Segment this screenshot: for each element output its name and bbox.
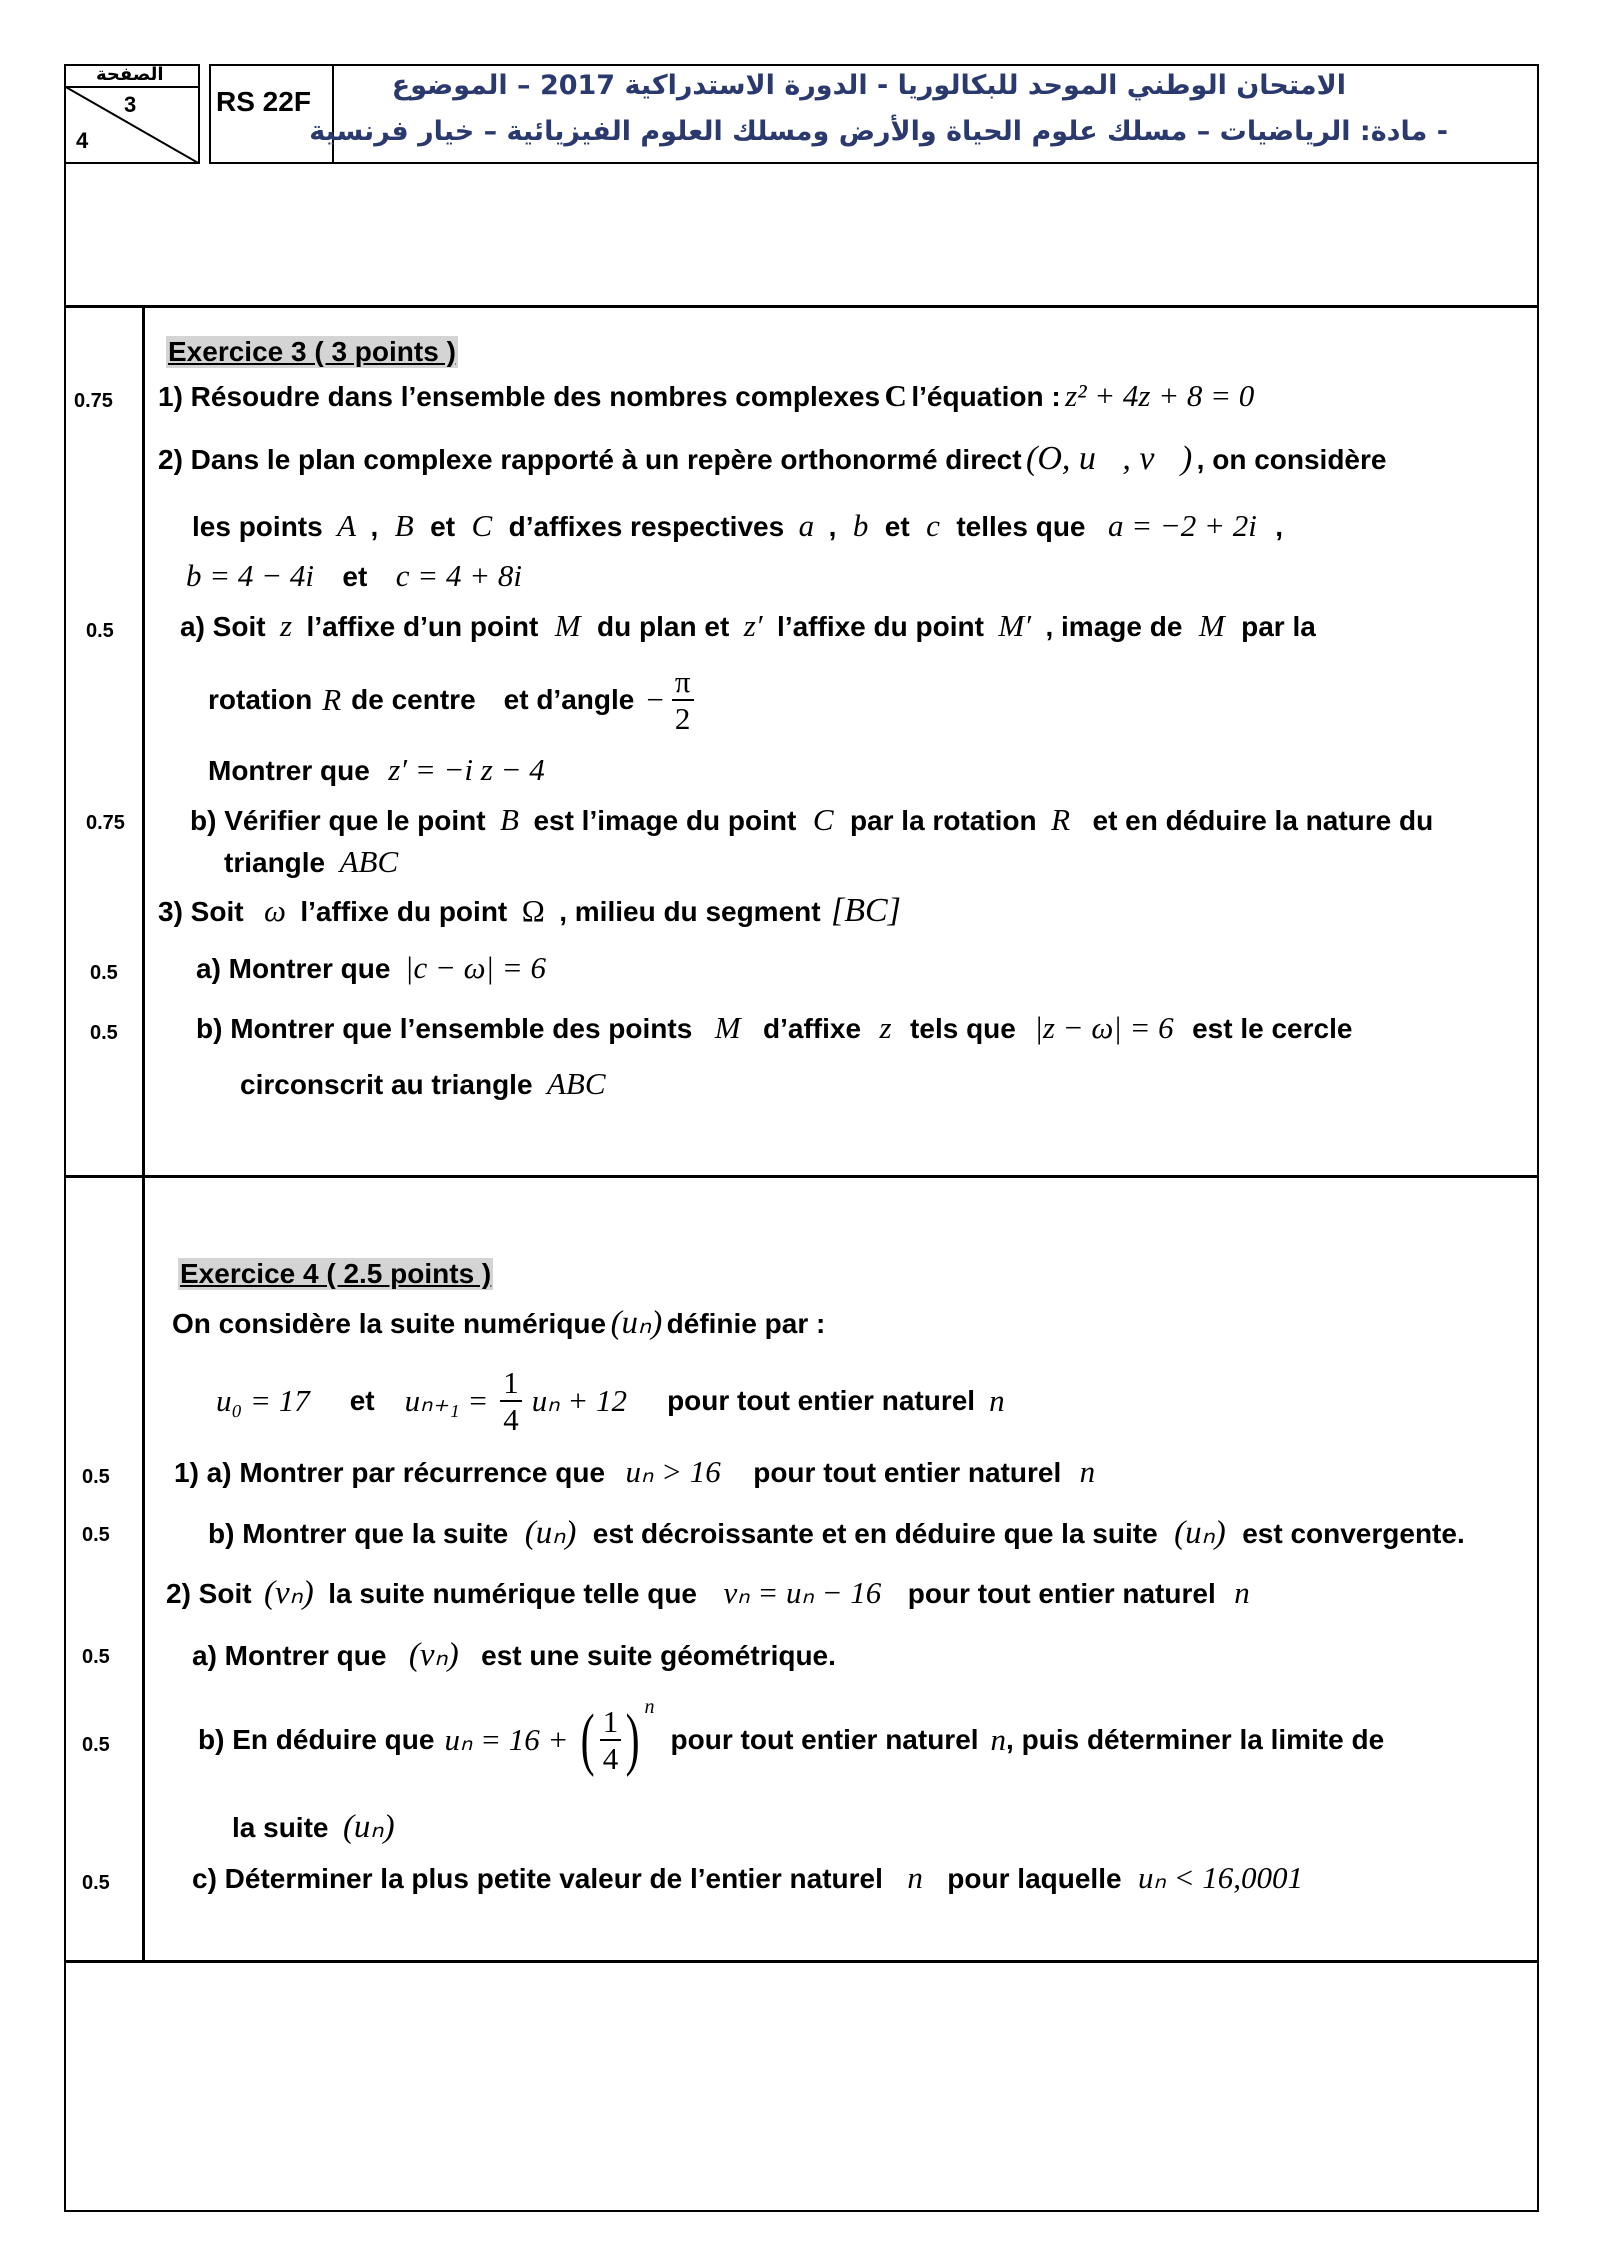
ex4-q2b-text4: la suite [232,1812,329,1843]
q2-point-C: C [471,508,493,543]
ex4-q1b-text2: est décroissante et en déduire que la suite [592,1518,1158,1549]
qa-Mprime: M′ [998,608,1031,643]
q3a-formula: |c − ω| = 6 [404,950,546,985]
ex4-rec-num: 1 [500,1367,522,1402]
qa-z: z [280,608,293,643]
q1-set: C [884,378,907,413]
ex4-q2b-text2: pour tout entier naturel [670,1724,979,1755]
q3b-text2: d’affixe [763,1013,862,1044]
qb-C: C [812,802,834,837]
q2-text: 2) Dans le plan complexe rapporté à un repère orthonormé direct [158,444,1022,475]
ex3-q2-line2 [192,508,1283,544]
ex4-n: n [1079,1454,1096,1489]
exercise4-title: Exercice 4 ( 2.5 points ) [180,1258,492,1289]
qb-text4: et en déduire la nature du [1092,805,1434,836]
ex3-points-q1: 0.75 [74,390,113,412]
ex4-vn: (vₙ) [264,1575,314,1611]
q2-b-value: b = 4 − 4i [186,558,314,593]
ex4-q2a [192,1634,836,1674]
ex4-un: (uₙ) [1174,1515,1226,1551]
q3b-text3: tels que [910,1013,1016,1044]
ex4-q2b-line1 [198,1690,1384,1790]
ex4-intro [172,1302,825,1342]
ex3-q3a [196,950,546,986]
qa-zprime: z′ [743,608,763,643]
q1-text: 1) Résoudre dans l’ensemble des nombres complexes [158,381,881,412]
ex4-q1b-text3: est convergente. [1242,1518,1465,1549]
qa-M: M [554,608,581,643]
points-column-line-1 [142,305,145,1175]
q2-points-label: les points [192,511,323,542]
q3a-text: a) Montrer que [196,953,391,984]
qa-text2: l’affixe d’un point [306,611,539,642]
ex4-points-q2a: 0.5 [82,1646,110,1668]
separator-2 [64,1175,1539,1178]
q3-text2: l’affixe du point [300,896,508,927]
comma: , [828,511,837,542]
points-column-line-2 [142,1175,145,1961]
ex4-rec-fraction [500,1367,522,1435]
ex4-q2b-formula-left: uₙ = 16 + [444,1722,569,1757]
q1-eq-label: l’équation : [911,381,1061,412]
header-title-line1: الامتحان الوطني الموحد للبكالوريا - الدورة الاستدراكية 2017 – الموضوع [391,70,1346,101]
q2-a: a [798,508,815,543]
ex4-pour-tout: pour tout entier naturel [907,1578,1216,1609]
ex4-q1a-formula: uₙ > 16 [625,1454,721,1489]
ex3-q3 [158,892,901,930]
q3-BC: [BC] [831,892,901,929]
ex4-q2b-den: 4 [602,1741,619,1776]
q2-et: et [884,511,910,542]
comma: , [1275,511,1284,542]
ex3-q1 [158,378,1254,414]
ex4-n: n [907,1860,923,1895]
ex4-q1b [208,1512,1465,1552]
ex4-q1a [174,1454,1095,1490]
ex4-points-q1b: 0.5 [82,1524,110,1546]
ex4-pour-tout: pour tout entier naturel [753,1457,1062,1488]
ex4-u0: u₀ = 17 [216,1383,310,1418]
qa-text3: du plan et [597,611,730,642]
ex4-et: et [349,1385,375,1416]
ex4-q2c-text1: c) Déterminer la plus petite valeur de l’entier naturel [192,1863,883,1894]
code-divider [332,64,334,164]
ex3-qa-line1 [180,608,1316,644]
qb-text1: b) Vérifier que le point [190,805,486,836]
ex4-un: (uₙ) [610,1305,663,1341]
qa-text4: l’affixe du point [777,611,984,642]
q3b-text1: b) Montrer que l’ensemble des points [196,1013,693,1044]
ex4-q2c-text2: pour laquelle [947,1863,1122,1894]
ex4-intro-text: On considère la suite numérique [172,1308,607,1339]
q3b-ABC: ABC [547,1066,606,1101]
q3-text3: , milieu du segment [559,896,821,927]
page-total: 4 [76,128,89,153]
qa-two: 2 [674,701,691,736]
q3b-formula: |z − ω| = 6 [1034,1010,1174,1045]
ex4-points-q2b: 0.5 [82,1734,110,1756]
ex3-qa-line2 [208,660,694,740]
qa-pi: π [672,666,694,701]
ex4-q2b-exponent: n [644,1696,655,1718]
ex4-pour-tout: pour tout entier naturel [667,1385,976,1416]
ex4-q2c [192,1860,1303,1896]
ex4-rec-den: 4 [503,1402,519,1437]
ex4-un: (uₙ) [524,1515,577,1551]
q2-point-A: A [337,508,357,543]
q2-c-value: c = 4 + 8i [395,558,522,593]
ex4-q2c-formula: uₙ < 16,0001 [1138,1860,1304,1895]
ex4-points-q2c: 0.5 [82,1872,110,1894]
ex4-q1a-text: 1) a) Montrer par récurrence que [174,1457,606,1488]
qb-text2: est l’image du point [533,805,797,836]
ex3-qb-line2 [224,844,398,880]
qa-angle: et d’angle [503,684,635,715]
q2-et: et [342,561,368,592]
qa-formula: z′ = −i z − 4 [388,752,545,787]
exam-code: RS 22F [216,86,311,117]
q3b-z: z [879,1010,892,1045]
comma: , [370,511,379,542]
ex4-q2a-text2: est une suite géométrique. [481,1640,836,1671]
ex4-intro-end: définie par : [666,1308,826,1339]
ex3-points-qa: 0.5 [86,620,114,642]
ex4-n: n [1234,1575,1250,1610]
ex3-q2-line3 [186,558,522,594]
qa-rotation: rotation [208,684,313,715]
qb-R: R [1051,802,1071,837]
q2-affixes: d’affixes respectives [508,511,785,542]
ex4-q2b-fraction [600,1706,622,1774]
ex4-q2 [166,1572,1250,1612]
separator-1 [64,305,1539,308]
q3-text1: 3) Soit [158,896,244,927]
q3-omega: ω [264,893,286,928]
q3b-text4: est le cercle [1192,1013,1353,1044]
q3-Omega: Ω [521,893,545,928]
q2-et: et [430,511,456,542]
ex3-points-qb: 0.75 [86,812,125,834]
ex4-points-q1a: 0.5 [82,1466,110,1488]
ex4-q2b-num: 1 [600,1706,622,1741]
ex4-q2b-text3: , puis déterminer la limite de [1006,1724,1385,1755]
ex4-q1b-text1: b) Montrer que la suite [208,1518,509,1549]
ex4-n: n [990,1722,1007,1757]
page-label: الصفحة [96,64,164,85]
header-title-line2: - مادة: الرياضيات – مسلك علوم الحياة والأرض ومسلك العلوم الفيزيائية – خيار فرنسية [309,116,1448,147]
ex4-q2b-text1: b) En déduire que [198,1724,435,1755]
exercise3-title: Exercice 3 ( 3 points ) [168,336,456,367]
ex4-rec-right: uₙ + 12 [531,1383,628,1418]
q2-telles: telles que [956,511,1086,542]
q2-b: b [852,508,869,543]
ex3-q3b-line1 [196,1010,1352,1046]
q3b-text5: circonscrit au triangle [240,1069,533,1100]
ex4-q2a-text1: a) Montrer que [192,1640,387,1671]
q2-point-B: B [394,508,414,543]
q2-c: c [926,508,940,543]
qb-text3: par la rotation [849,805,1037,836]
ex4-q2b-paren-open: ( [581,1701,596,1778]
qa-M: M [1198,608,1225,643]
ex4-q2-formula: vₙ = uₙ − 16 [723,1575,882,1610]
ex4-q2-text2: la suite numérique telle que [328,1578,698,1609]
ex4-definition [216,1356,1005,1446]
ex3-qa-line3 [208,752,545,788]
ex4-rec-left: uₙ₊₁ = [404,1383,489,1418]
qb-B: B [500,802,519,837]
qa-minus: − [646,682,664,717]
qa-centre: de centre [351,684,476,715]
ex4-un: (uₙ) [342,1809,395,1845]
ex4-q2-text1: 2) Soit [166,1578,252,1609]
qb-ABC: ABC [339,844,399,879]
qa-angle-fraction [672,666,694,734]
ex4-q2b-paren-close: ) [625,1701,640,1778]
q2-frame: (O, u⃗, v⃗) [1026,440,1193,477]
ex3-points-q3b: 0.5 [90,1022,118,1044]
qa-montrer: Montrer que [208,755,370,786]
ex4-q2b-line2 [232,1806,395,1846]
separator-3 [64,1960,1539,1963]
qa-text6: par la [1241,611,1316,642]
ex3-q2 [158,440,1386,478]
q2-consider: , on considère [1196,444,1387,475]
ex3-q3b-line2 [240,1066,606,1102]
ex3-points-q3a: 0.5 [90,962,118,984]
ex4-n: n [989,1383,1005,1418]
q3b-M: M [714,1010,741,1045]
page-number: 3 [124,92,137,117]
qb-text5: triangle [224,847,326,878]
ex4-vn: (vₙ) [408,1637,459,1673]
qa-R: R [322,682,342,717]
q2-a-value: a = −2 + 2i [1107,508,1257,543]
qa-text5: , image de [1045,611,1183,642]
q1-equation: z² + 4z + 8 = 0 [1065,378,1255,413]
ex3-qb-line1 [190,802,1433,838]
qa-text1: a) Soit [180,611,266,642]
